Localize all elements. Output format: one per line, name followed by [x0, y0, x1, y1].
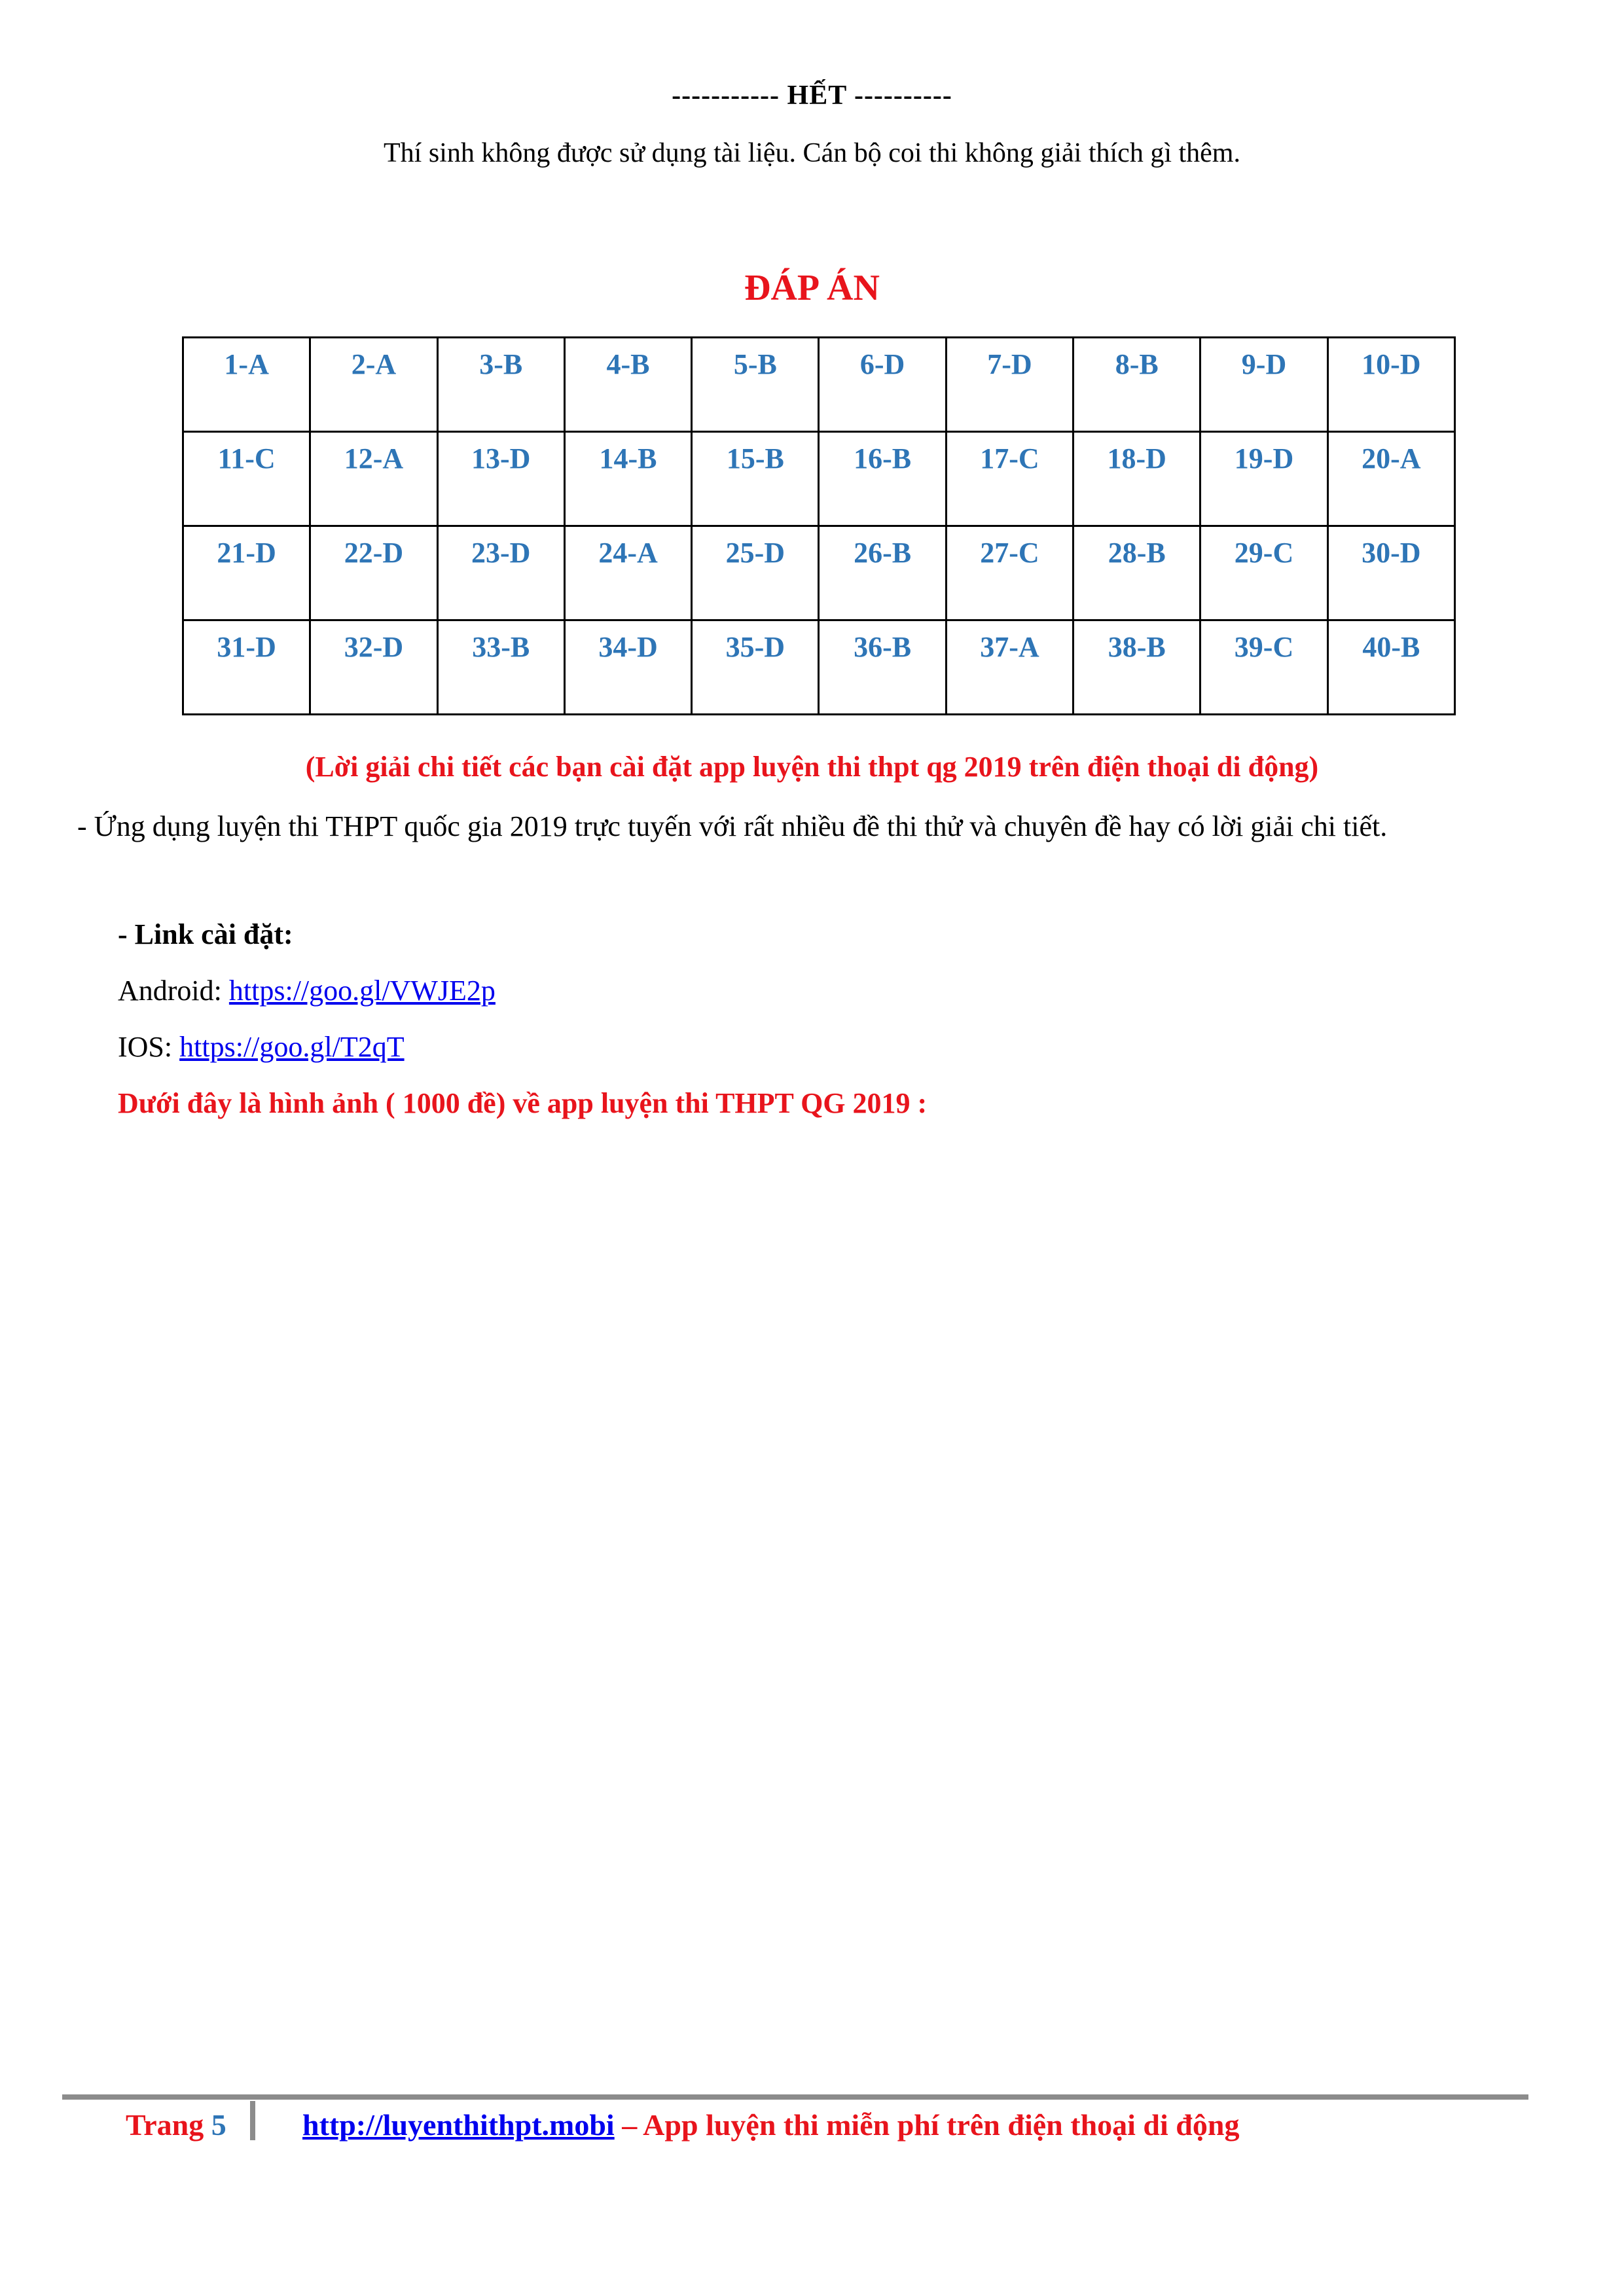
answer-cell: 18-D: [1074, 432, 1200, 526]
answer-cell: 17-C: [946, 432, 1073, 526]
answer-cell: 4-B: [564, 338, 691, 432]
answer-row: [183, 620, 1455, 715]
answer-cell: 21-D: [183, 526, 310, 620]
ios-link[interactable]: https://goo.gl/T2qT: [179, 1031, 405, 1063]
answer-cell: 27-C: [946, 526, 1073, 620]
answer-cell: 30-D: [1327, 526, 1454, 620]
end-marker: ----------- HẾT ----------: [672, 81, 952, 111]
answer-cell: 3-B: [437, 338, 564, 432]
answer-cell: 40-B: [1327, 620, 1454, 715]
answer-cell: 24-A: [564, 526, 691, 620]
answer-cell: 6-D: [819, 338, 946, 432]
answer-title: ĐÁP ÁN: [744, 268, 880, 308]
answer-cell: 16-B: [819, 432, 946, 526]
android-link[interactable]: https://goo.gl/VWJE2p: [228, 975, 496, 1007]
answer-cell: 34-D: [564, 620, 691, 715]
answer-cell: 10-D: [1327, 338, 1454, 432]
answer-cell: 36-B: [819, 620, 946, 715]
answer-cell: 23-D: [437, 526, 564, 620]
answer-cell: 32-D: [310, 620, 437, 715]
answer-cell: 25-D: [692, 526, 819, 620]
answer-cell: 14-B: [564, 432, 691, 526]
footer-separator: [250, 2101, 255, 2140]
footer-tagline: – App luyện thi miễn phí trên điện thoại di động: [614, 2108, 1240, 2142]
footer-text: [302, 2108, 1239, 2142]
answer-cell: 2-A: [310, 338, 437, 432]
answer-table: [182, 336, 1456, 715]
exam-note: Thí sinh không được sử dụng tài liệu. Cán bộ coi thi không giải thích gì thêm.: [384, 138, 1240, 168]
answer-cell: 12-A: [310, 432, 437, 526]
answer-cell: 26-B: [819, 526, 946, 620]
answer-cell: 20-A: [1327, 432, 1454, 526]
ios-line: [118, 1030, 405, 1064]
android-label: Android:: [118, 975, 229, 1007]
answer-cell: 22-D: [310, 526, 437, 620]
answer-cell: 8-B: [1074, 338, 1200, 432]
page-footer: [0, 2101, 1624, 2160]
answer-cell: 28-B: [1074, 526, 1200, 620]
site-link[interactable]: http://luyenthithpt.mobi: [302, 2108, 615, 2142]
answer-cell: 35-D: [692, 620, 819, 715]
answer-cell: 29-C: [1200, 526, 1327, 620]
page-label: Trang: [126, 2108, 211, 2142]
answer-row: [183, 526, 1455, 620]
answer-cell: 7-D: [946, 338, 1073, 432]
answer-cell: 1-A: [183, 338, 310, 432]
below-note: Dưới đây là hình ảnh ( 1000 đề) về app luyện thi THPT QG 2019 :: [118, 1087, 928, 1119]
answer-cell: 33-B: [437, 620, 564, 715]
install-title: - Link cài đặt:: [118, 918, 293, 950]
answer-cell: 37-A: [946, 620, 1073, 715]
answer-cell: 5-B: [692, 338, 819, 432]
answer-cell: 39-C: [1200, 620, 1327, 715]
answer-cell: 9-D: [1200, 338, 1327, 432]
answer-cell: 11-C: [183, 432, 310, 526]
page-indicator: [126, 2108, 226, 2142]
answer-cell: 38-B: [1074, 620, 1200, 715]
answer-row: [183, 338, 1455, 432]
footer-divider: [62, 2094, 1528, 2100]
app-description: - Ứng dụng luyện thi THPT quốc gia 2019 trực tuyến với rất nhiều đề thi thử và chuyên đề hay có lời giải chi tiết.: [77, 810, 1388, 842]
android-line: [118, 974, 496, 1007]
page-number: 5: [211, 2108, 226, 2142]
answer-cell: 13-D: [437, 432, 564, 526]
solution-note: (Lời giải chi tiết các bạn cài đặt app luyện thi thpt qg 2019 trên điện thoại di động): [305, 751, 1319, 783]
answer-cell: 31-D: [183, 620, 310, 715]
answer-cell: 19-D: [1200, 432, 1327, 526]
answer-cell: 15-B: [692, 432, 819, 526]
ios-label: IOS:: [118, 1031, 180, 1063]
answer-row: [183, 432, 1455, 526]
